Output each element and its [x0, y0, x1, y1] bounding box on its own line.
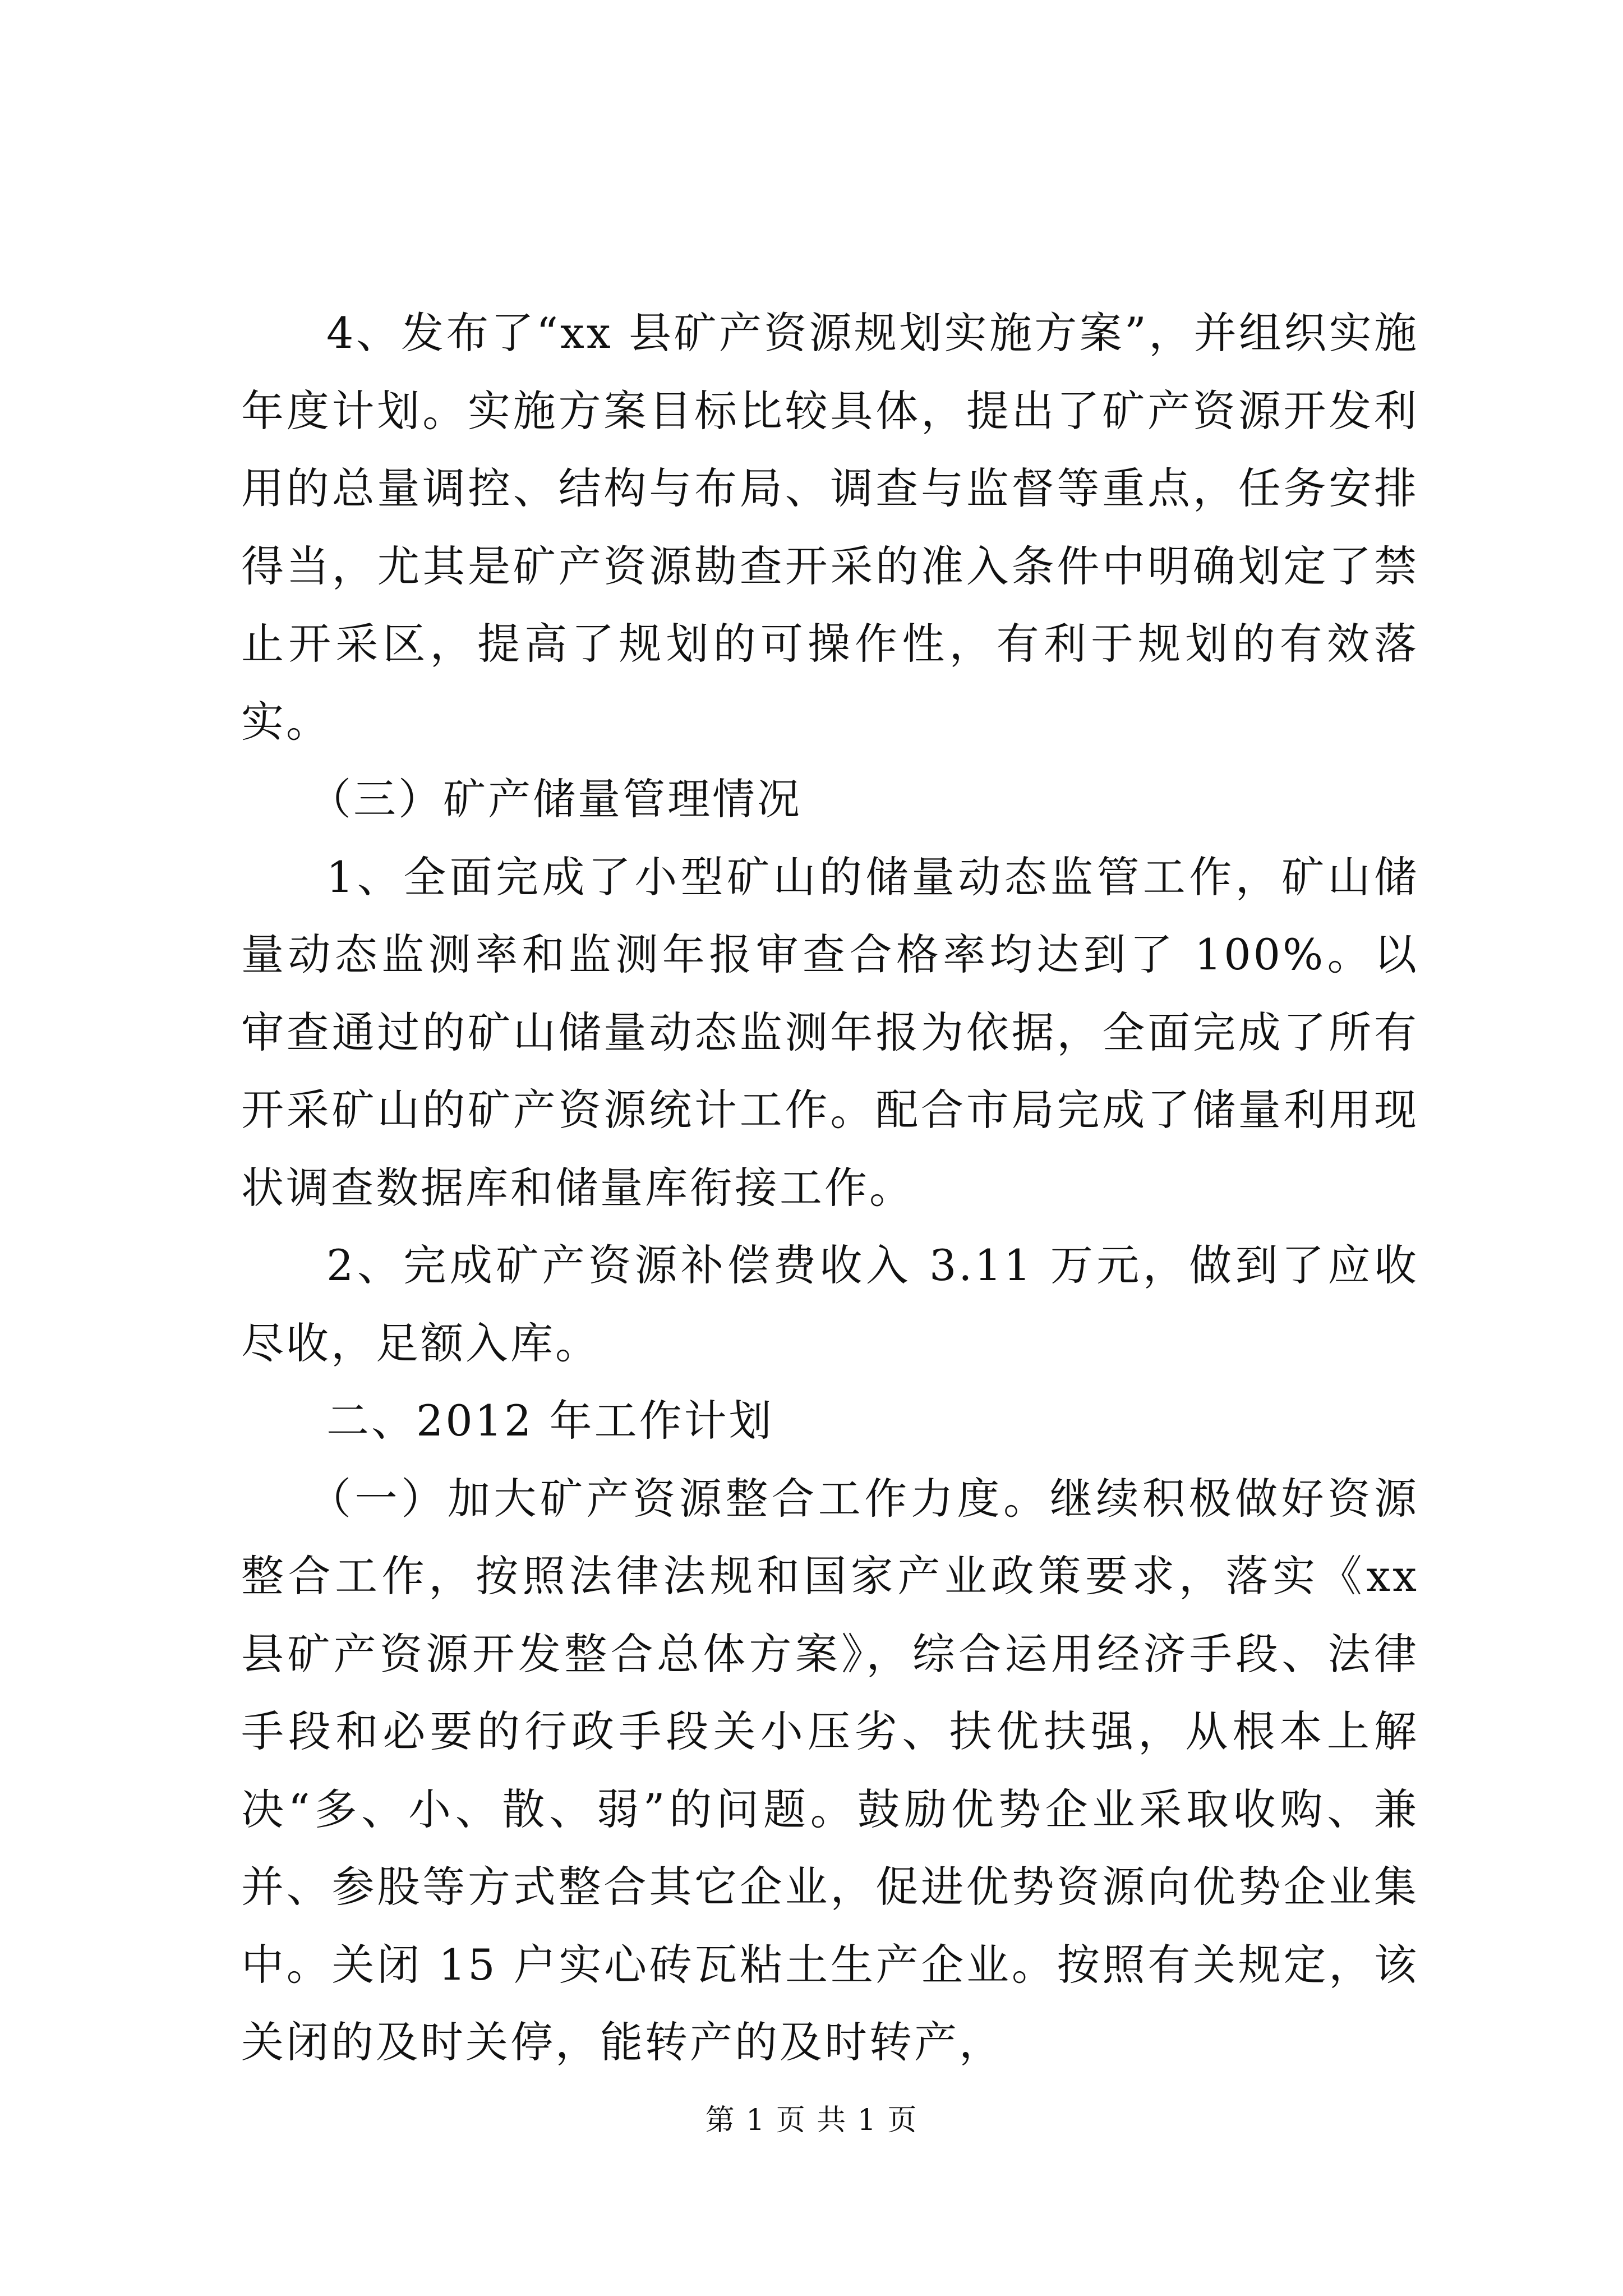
- paragraph-item-1: 1、全面完成了小型矿山的储量动态监管工作，矿山储量动态监测率和监测年报审查合格率均达到了 100%。以审查通过的矿山储量动态监测年报为依据，全面完成了所有开采矿山的矿产资源统计工作。配合市局完成了储量利用现状调查数据库和储量库衔接工作。: [241, 852, 1419, 1213]
- section-heading-work-plan: 二、2012 年工作计划: [326, 1396, 774, 1446]
- paragraph-item-4: 4、发布了“xx 县矿产资源规划实施方案”，并组织实施年度计划。实施方案目标比较具体，提出了矿产资源开发利用的总量调控、结构与布局、调查与监督等重点，任务安排得当，尤其是矿产资源勘查开采的准入条件中明确划定了禁止开采区，提高了规划的可操作性，有利于规划的有效落实。: [241, 308, 1419, 747]
- section-heading-reserve-management: （三）矿产储量管理情况: [308, 774, 802, 824]
- paragraph-item-2: 2、完成矿产资源补偿费收入 3.11 万元，做到了应收尽收，足额入库。: [241, 1240, 1419, 1368]
- paragraph-plan-item-1: （一）加大矿产资源整合工作力度。继续积极做好资源整合工作，按照法律法规和国家产业政策要求，落实《xx 县矿产资源开发整合总体方案》，综合运用经济手段、法律手段和必要的行政手段关小压劣、扶优扶强，从根本上解决“多、小、散、弱”的问题。鼓励优势企业采取收购、兼并、参股等方式整合其它企业，促进优势资源向优势企业集中。关闭 15 户实心砖瓦粘土生产企业。按照有关规定，该关闭的及时关停，能转产的及时转产，: [241, 1473, 1419, 2067]
- document-body: [241, 295, 1419, 2082]
- page-footer: 第 1 页 共 1 页: [705, 2104, 918, 2137]
